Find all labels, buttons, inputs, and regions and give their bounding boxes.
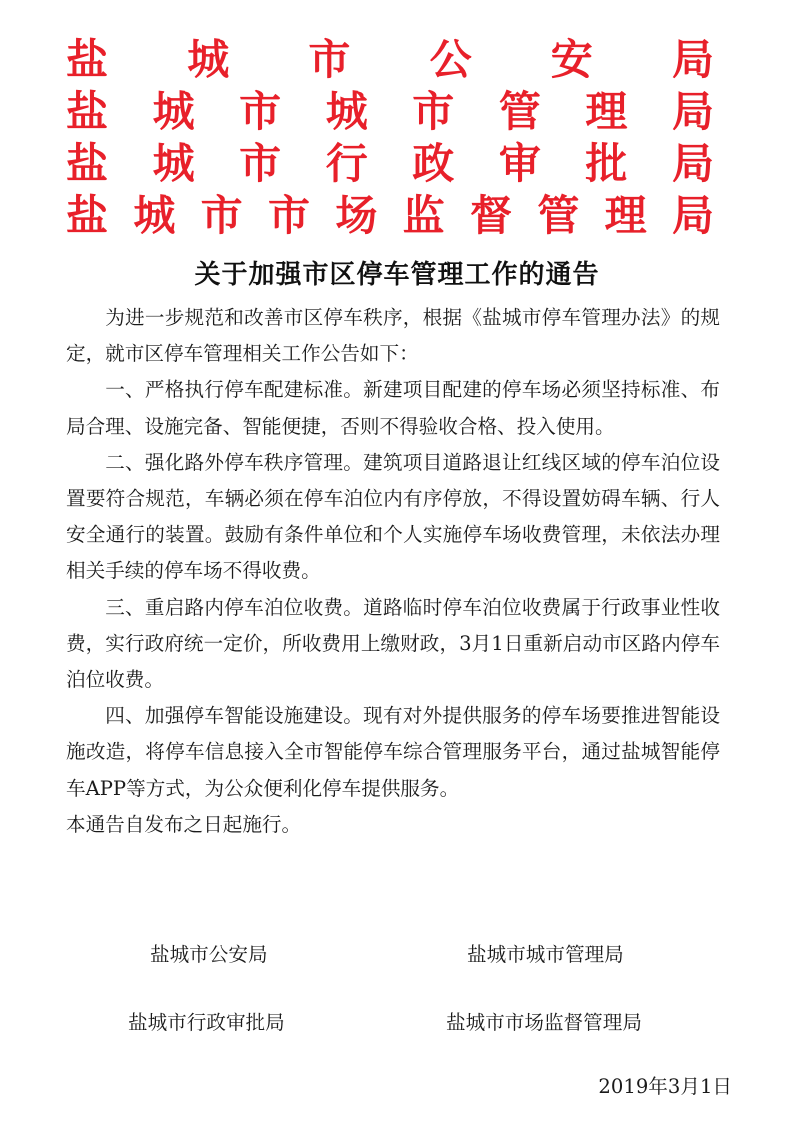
item-1-paragraph: 一、严格执行停车配建标准。新建项目配建的停车场必须坚持标准、布局合理、设施完备、智能便捷，否则不得验收合格、投入使用。 xyxy=(66,378,720,438)
signature-administrative-approval: 盐城市行政审批局 xyxy=(128,1011,285,1034)
agency-heading-administrative-approval: 盐城市行政审批局 xyxy=(66,139,714,188)
agency-heading-urban-management: 盐城市城市管理局 xyxy=(66,87,714,136)
issue-date: 2019年3月1日 xyxy=(598,1075,732,1098)
agency-heading-market-supervision: 盐城市市场监督管理局 xyxy=(66,191,714,240)
intro-paragraph: 为进一步规范和改善市区停车秩序，根据《盐城市停车管理办法》的规定，就市区停车管理相关工作公告如下： xyxy=(66,306,720,366)
agency-heading-police: 盐城市公安局 xyxy=(66,35,714,84)
item-3-paragraph: 三、重启路内停车泊位收费。道路临时停车泊位收费属于行政事业性收费，实行政府统一定价，所收费用上缴财政，3月1日重新启动市区路内停车泊位收费。 xyxy=(66,595,720,692)
effective-statement: 本通告自发布之日起施行。 xyxy=(66,812,302,836)
item-4-paragraph: 四、加强停车智能设施建设。现有对外提供服务的停车场要推进智能设施改造，将停车信息接入全市智能停车综合管理服务平台，通过盐城智能停车APP等方式，为公众便利化停车提供服务。 xyxy=(66,704,720,800)
item-2-paragraph: 二、强化路外停车秩序管理。建筑项目道路退让红线区域的停车泊位设置要符合规范，车辆必须在停车泊位内有序停放，不得设置妨碍车辆、行人安全通行的装置。鼓励有条件单位和个人实施停车场收费管理，未依法办理相关手续的停车场不得收费。 xyxy=(66,450,720,583)
signature-market-supervision: 盐城市市场监督管理局 xyxy=(446,1011,642,1034)
signature-urban-management: 盐城市城市管理局 xyxy=(467,943,624,966)
notice-body xyxy=(66,300,720,843)
signature-police: 盐城市公安局 xyxy=(150,943,268,966)
issuing-agencies-header xyxy=(66,34,714,242)
notice-title: 关于加强市区停车管理工作的通告 xyxy=(194,260,600,290)
